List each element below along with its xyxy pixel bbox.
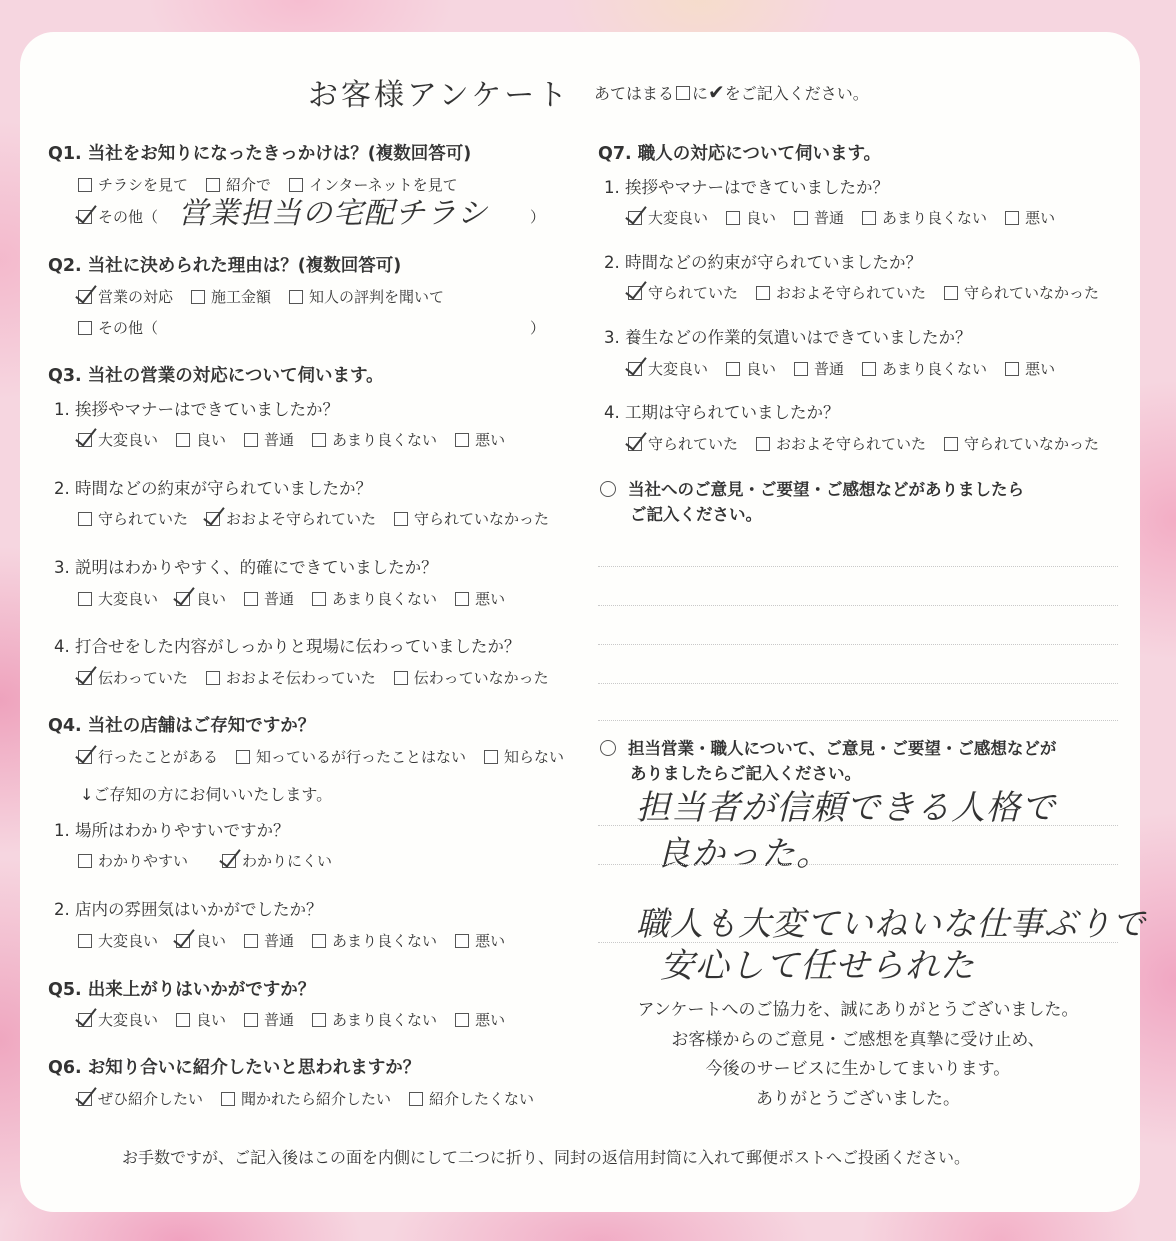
checkbox-icon[interactable]: [409, 1092, 423, 1106]
q3-sub1-opt-4[interactable]: あまり良くない: [312, 429, 437, 450]
checkbox-icon[interactable]: [455, 1013, 469, 1027]
q3-sub1-opt-5[interactable]: 悪い: [455, 429, 505, 450]
checkbox-checked-icon[interactable]: [628, 286, 642, 300]
checkbox-icon[interactable]: [455, 934, 469, 948]
q4-sub1-options: [78, 850, 350, 871]
checkbox-icon[interactable]: [78, 321, 92, 335]
checkbox-icon[interactable]: [484, 750, 498, 764]
checkbox-icon[interactable]: [176, 433, 190, 447]
staff-comment-handwriting-3: 職人も大変ていねいな仕事ぶりで: [636, 904, 1146, 943]
q7-sub4: 4. 工期は守られていましたか？: [604, 403, 840, 422]
checkbox-checked-icon[interactable]: [628, 437, 642, 451]
checkbox-icon[interactable]: [794, 362, 808, 376]
q3-sub1-opt-3[interactable]: 普通: [244, 429, 294, 450]
staff-comment-handwriting-2: 良かった。: [656, 834, 831, 874]
q7-sub1: 1. 挨拶やマナーはできていましたか？: [604, 178, 889, 197]
checkbox-checked-icon[interactable]: [78, 433, 92, 447]
q7-sub1-opt-5[interactable]: 悪い: [1005, 207, 1055, 228]
q7-sub2-opt-3[interactable]: 守られていなかった: [944, 282, 1099, 303]
q3-sub2-opt-3[interactable]: 守られていなかった: [394, 508, 549, 529]
checkbox-icon[interactable]: [289, 290, 303, 304]
q7-sub1-options: [628, 207, 1073, 228]
checkbox-checked-icon[interactable]: [222, 854, 236, 868]
survey-title: お客様アンケート: [308, 78, 571, 113]
q7-sub2-opt-1[interactable]: 守られていた: [628, 282, 738, 303]
q1-other-close: ）: [530, 208, 546, 226]
q7-sub4-opt-3[interactable]: 守られていなかった: [944, 433, 1099, 454]
checkbox-icon[interactable]: [244, 433, 258, 447]
q3-sub2: 2. 時間などの約束が守られていましたか？: [54, 479, 372, 498]
q4-opt-1[interactable]: 行ったことがある: [78, 746, 218, 767]
checkbox-checked-icon[interactable]: [78, 210, 92, 224]
q4-question: Q4. 当社の店舗はご存知ですか？: [48, 716, 316, 736]
company-comment-line: [598, 683, 1118, 684]
checkbox-icon[interactable]: [944, 286, 958, 300]
q7-sub4-opt-2[interactable]: おおよそ守られていた: [756, 433, 926, 454]
checkbox-icon[interactable]: [394, 671, 408, 685]
q4-sub2: 2. 店内の雰囲気はいかがでしたか？: [54, 900, 323, 919]
q1-option-referral[interactable]: 紹介で: [206, 174, 271, 195]
q4-note: ↓ご存知の方にお伺いいたします。: [80, 785, 333, 804]
q3-sub3-opt-1[interactable]: 大変良い: [78, 588, 158, 609]
q5-opt-4[interactable]: あまり良くない: [312, 1009, 437, 1030]
checkbox-checked-icon[interactable]: [78, 1092, 92, 1106]
checkbox-icon[interactable]: [312, 1013, 326, 1027]
checkbox-checked-icon[interactable]: [78, 1013, 92, 1027]
q3-sub3-opt-3[interactable]: 普通: [244, 588, 294, 609]
company-comment-line: [598, 644, 1118, 645]
q3-sub4-opt-2[interactable]: おおよそ伝わっていた: [206, 667, 376, 688]
q6-opt-2[interactable]: 聞かれたら紹介したい: [221, 1088, 391, 1109]
q7-sub3: 3. 養生などの作業的気遣いはできていましたか？: [604, 328, 972, 347]
q3-question: Q3. 当社の営業の対応について伺います。: [48, 366, 384, 386]
q3-sub1-options: [78, 429, 523, 450]
checkbox-checked-icon[interactable]: [628, 362, 642, 376]
q1-question: Q1. 当社をお知りになったきっかけは？(複数回答可): [48, 144, 472, 164]
q7-question: Q7. 職人の対応について伺います。: [598, 144, 882, 164]
checkbox-icon[interactable]: [244, 592, 258, 606]
checkbox-icon[interactable]: [794, 211, 808, 225]
footer-instruction: お手数ですが、ご記入後はこの面を内側にして二つに折り、同封の返信用封筒に入れて郵便ポストへご投函ください。: [122, 1148, 971, 1167]
checkbox-icon[interactable]: [726, 362, 740, 376]
checkbox-checked-icon[interactable]: [78, 750, 92, 764]
checkbox-checked-icon[interactable]: [176, 592, 190, 606]
checkbox-icon[interactable]: [206, 671, 220, 685]
q3-sub4-options: [78, 667, 567, 688]
q5-options: [78, 1009, 523, 1030]
checkbox-icon[interactable]: [244, 1013, 258, 1027]
company-comment-prompt: 当社へのご意見・ご要望・ご感想などがありましたら ご記入ください。: [600, 477, 1024, 527]
checkbox-icon[interactable]: [944, 437, 958, 451]
checkbox-icon[interactable]: [862, 211, 876, 225]
q3-sub2-opt-1[interactable]: 守られていた: [78, 508, 188, 529]
checkbox-icon[interactable]: [312, 592, 326, 606]
q5-opt-2[interactable]: 良い: [176, 1009, 226, 1030]
checkbox-icon[interactable]: [312, 433, 326, 447]
q2-options: [78, 286, 462, 307]
checkbox-icon[interactable]: [244, 934, 258, 948]
q2-other[interactable]: その他（: [78, 317, 176, 338]
q2-question: Q2. 当社に決められた理由は？(複数回答可): [48, 256, 402, 276]
q4-sub1-opt-1[interactable]: わかりやすい: [78, 850, 188, 871]
q7-sub1-opt-3[interactable]: 普通: [794, 207, 844, 228]
q7-sub4-opt-1[interactable]: 守られていた: [628, 433, 738, 454]
checkbox-icon[interactable]: [756, 286, 770, 300]
checkbox-checked-icon[interactable]: [176, 934, 190, 948]
checkbox-icon[interactable]: [221, 1092, 235, 1106]
checkbox-checked-icon[interactable]: [78, 290, 92, 304]
q3-sub4-opt-3[interactable]: 伝わっていなかった: [394, 667, 549, 688]
checkbox-icon[interactable]: [176, 1013, 190, 1027]
q5-question: Q5. 出来上がりはいかがですか？: [48, 980, 316, 1000]
q3-sub1-opt-1[interactable]: 大変良い: [78, 429, 158, 450]
q3-sub4-opt-1[interactable]: 伝わっていた: [78, 667, 188, 688]
checkbox-checked-icon[interactable]: [206, 512, 220, 526]
q1-option-internet[interactable]: インターネットを見て: [289, 174, 458, 195]
q4-sub1: 1. 場所はわかりやすいですか？: [54, 821, 290, 840]
staff-comment-handwriting-1: 担当者が信頼できる人格で: [636, 788, 1056, 828]
checkbox-sample-icon: [676, 86, 690, 100]
q5-opt-5[interactable]: 悪い: [455, 1009, 505, 1030]
q7-sub3-opt-1[interactable]: 大変良い: [628, 358, 708, 379]
checkbox-icon[interactable]: [726, 211, 740, 225]
q7-sub2: 2. 時間などの約束が守られていましたか？: [604, 253, 922, 272]
q7-sub1-opt-4[interactable]: あまり良くない: [862, 207, 987, 228]
q4-sub2-opt-4[interactable]: あまり良くない: [312, 930, 437, 951]
q5-opt-1[interactable]: 大変良い: [78, 1009, 158, 1030]
checkbox-icon[interactable]: [78, 592, 92, 606]
checkbox-icon[interactable]: [756, 437, 770, 451]
q3-sub3: 3. 説明はわかりやすく、的確にできていましたか？: [54, 558, 438, 577]
instruction-text: あてはまる に✔をご記入ください。: [594, 80, 869, 104]
q7-sub3-opt-4[interactable]: あまり良くない: [862, 358, 987, 379]
staff-comment-prompt: 担当営業・職人について、ご意見・ご要望・ご感想などが ありましたらご記入ください。: [600, 736, 1056, 786]
q6-options: [78, 1088, 552, 1109]
q5-opt-3[interactable]: 普通: [244, 1009, 294, 1030]
checkbox-icon[interactable]: [78, 178, 92, 192]
checkbox-icon[interactable]: [1005, 211, 1019, 225]
q4-sub2-opt-1[interactable]: 大変良い: [78, 930, 158, 951]
q7-sub3-opt-2[interactable]: 良い: [726, 358, 776, 379]
q4-sub2-opt-2[interactable]: 良い: [176, 930, 226, 951]
q7-sub4-options: [628, 433, 1117, 454]
checkbox-icon[interactable]: [1005, 362, 1019, 376]
checkbox-icon[interactable]: [78, 934, 92, 948]
q6-question: Q6. お知り合いに紹介したいと思われますか？: [48, 1058, 421, 1078]
q3-sub2-opt-2[interactable]: おおよそ守られていた: [206, 508, 376, 529]
staff-comment-line: [598, 864, 1118, 865]
q1-other-answer: 営業担当の宅配チラシ: [178, 196, 488, 231]
checkbox-icon[interactable]: [191, 290, 205, 304]
company-comment-line: [598, 566, 1118, 567]
q2-option-reputation[interactable]: 知人の評判を聞いて: [289, 286, 444, 307]
q7-sub2-opt-2[interactable]: おおよそ守られていた: [756, 282, 926, 303]
checkbox-icon[interactable]: [312, 934, 326, 948]
checkbox-icon[interactable]: [862, 362, 876, 376]
circle-bullet-icon: [600, 740, 616, 756]
q2-option-sales[interactable]: 営業の対応: [78, 286, 173, 307]
q1-option-flyer[interactable]: チラシを見て: [78, 174, 188, 195]
q4-options: [78, 746, 582, 767]
checkmark-icon: ✔: [708, 80, 725, 104]
q4-opt-2[interactable]: 知っているが行ったことはない: [236, 746, 466, 767]
q3-sub3-options: [78, 588, 523, 609]
q3-sub3-opt-2[interactable]: 良い: [176, 588, 226, 609]
q6-opt-1[interactable]: ぜひ紹介したい: [78, 1088, 203, 1109]
q2-other-close: ）: [530, 319, 546, 337]
q6-opt-3[interactable]: 紹介したくない: [409, 1088, 534, 1109]
q4-sub1-opt-2[interactable]: わかりにくい: [222, 850, 332, 871]
checkbox-icon[interactable]: [78, 854, 92, 868]
q7-sub3-options: [628, 358, 1073, 379]
checkbox-icon[interactable]: [78, 512, 92, 526]
q4-sub2-opt-3[interactable]: 普通: [244, 930, 294, 951]
q7-sub3-opt-3[interactable]: 普通: [794, 358, 844, 379]
checkbox-icon[interactable]: [455, 433, 469, 447]
q3-sub3-opt-5[interactable]: 悪い: [455, 588, 505, 609]
thanks-message: アンケートへのご協力を、誠にありがとうございました。 お客様からのご意見・ご感想を真摯に受け止め、 今後のサービスに生かしてまいります。 ありがとうございました。: [637, 1000, 1079, 1109]
q7-sub1-opt-2[interactable]: 良い: [726, 207, 776, 228]
checkbox-icon[interactable]: [394, 512, 408, 526]
q4-opt-3[interactable]: 知らない: [484, 746, 564, 767]
q3-sub1: 1. 挨拶やマナーはできていましたか？: [54, 400, 339, 419]
q7-sub3-opt-5[interactable]: 悪い: [1005, 358, 1055, 379]
q3-sub4: 4. 打合せをした内容がしっかりと現場に伝わっていましたか？: [54, 637, 521, 656]
q2-option-price[interactable]: 施工金額: [191, 286, 271, 307]
q3-sub3-opt-4[interactable]: あまり良くない: [312, 588, 437, 609]
q4-sub2-options: [78, 930, 523, 951]
q1-other[interactable]: その他（: [78, 206, 166, 227]
q4-sub2-opt-5[interactable]: 悪い: [455, 930, 505, 951]
circle-bullet-icon: [600, 481, 616, 497]
q7-sub2-options: [628, 282, 1117, 303]
q3-sub1-opt-2[interactable]: 良い: [176, 429, 226, 450]
q7-sub1-opt-1[interactable]: 大変良い: [628, 207, 708, 228]
checkbox-icon[interactable]: [236, 750, 250, 764]
checkbox-icon[interactable]: [455, 592, 469, 606]
staff-comment-handwriting-4: 安心して任せられた: [660, 946, 975, 986]
q3-sub2-options: [78, 508, 567, 529]
company-comment-line: [598, 605, 1118, 606]
company-comment-line: [598, 720, 1118, 721]
checkbox-checked-icon[interactable]: [78, 671, 92, 685]
checkbox-checked-icon[interactable]: [628, 211, 642, 225]
